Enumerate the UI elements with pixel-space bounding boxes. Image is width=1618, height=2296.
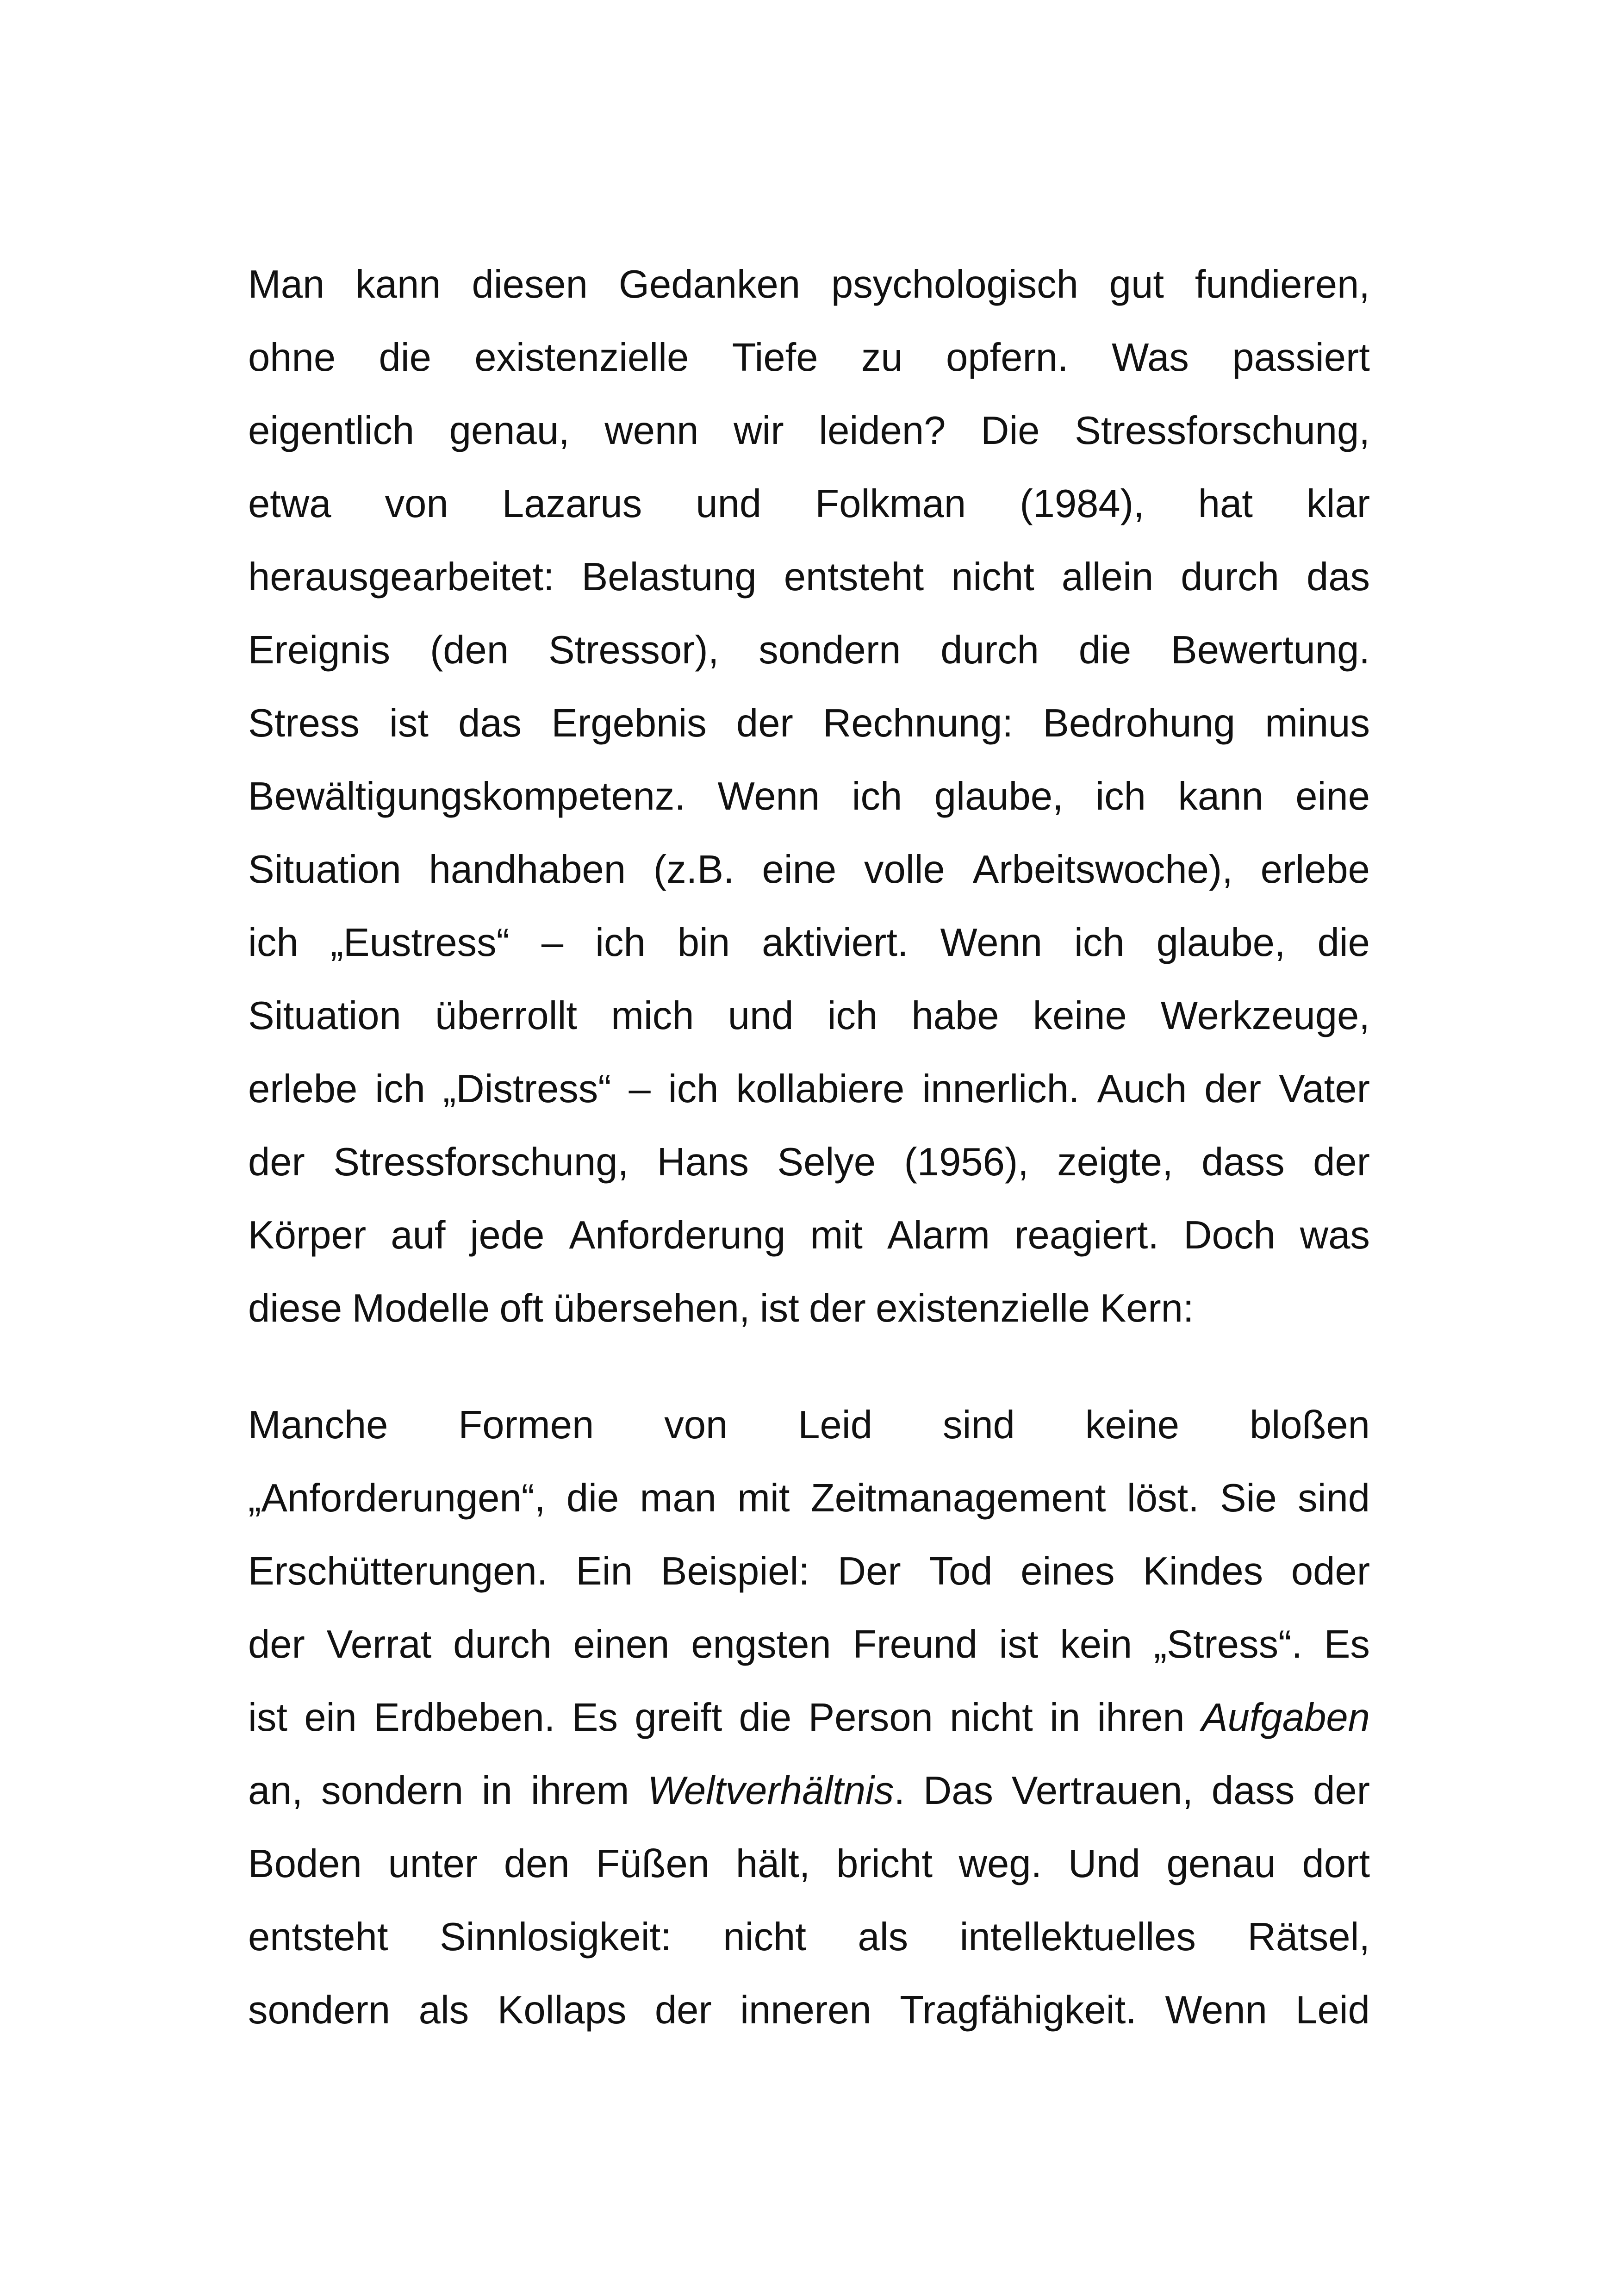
word: man (640, 1476, 716, 1520)
word: handhaben (429, 848, 626, 892)
text-line (248, 1462, 1370, 1535)
word: ist (389, 701, 429, 745)
word: die (739, 1696, 792, 1740)
word: keine (1033, 994, 1127, 1038)
word: Kern: (1100, 1286, 1194, 1330)
word: Ereignis (248, 628, 391, 672)
word: Weltverhältnis. (647, 1769, 905, 1813)
paragraph-2 (248, 1389, 1370, 2047)
word: leiden? (819, 409, 946, 453)
word: Die (981, 409, 1040, 453)
word: Stressforschung, (333, 1140, 629, 1184)
word: ein (304, 1696, 357, 1740)
text-line (248, 833, 1370, 906)
word: eigentlich (248, 409, 415, 453)
word: (den (429, 628, 509, 672)
word: weg. (958, 1842, 1042, 1886)
word: glaube, (1156, 921, 1286, 965)
word: (1956), (904, 1140, 1029, 1184)
word: oft (499, 1286, 543, 1330)
word: und (728, 994, 794, 1038)
word: Formen (458, 1403, 594, 1447)
text-line (248, 1974, 1370, 2047)
word: nicht (950, 1696, 1033, 1740)
word: sind (1298, 1476, 1370, 1520)
word: eines (1021, 1549, 1115, 1593)
word: ihrem (530, 1769, 629, 1813)
word: Ergebnis (551, 701, 707, 745)
word: passiert (1232, 336, 1370, 380)
text-line (248, 760, 1370, 833)
word: Ein (576, 1549, 633, 1593)
word: nicht (951, 555, 1034, 599)
word: aktiviert. (762, 921, 909, 965)
word: Lazarus (502, 482, 642, 526)
word: ich (595, 921, 646, 965)
word: dass (1201, 1140, 1285, 1184)
word: der (654, 1988, 712, 2032)
word: erlebe (248, 1067, 358, 1111)
word: Stressforschung, (1075, 409, 1370, 453)
word: Tod (929, 1549, 993, 1593)
word: sondern (759, 628, 901, 672)
word: ich (375, 1067, 425, 1111)
word: „Eustress“ (330, 921, 510, 965)
word: oder (1291, 1549, 1370, 1593)
word: Doch (1183, 1213, 1276, 1257)
word: Zeitmanagement (810, 1476, 1106, 1520)
word: zu (861, 336, 903, 380)
word: Folkman (815, 482, 966, 526)
word: gut (1109, 262, 1164, 306)
word: herausgearbeitet: (248, 555, 554, 599)
text-line (248, 1053, 1370, 1126)
word: ich (668, 1067, 719, 1111)
text-line (248, 1681, 1370, 1754)
word: das (1306, 555, 1370, 599)
word: psychologisch (831, 262, 1078, 306)
word: klar (1307, 482, 1370, 526)
text-line (248, 468, 1370, 541)
word: Freund (853, 1622, 977, 1666)
word: hat (1198, 482, 1253, 526)
word: Rätsel, (1247, 1915, 1370, 1959)
word: die (566, 1476, 619, 1520)
word: Bewältigungskompetenz. (248, 774, 686, 818)
text-line (248, 614, 1370, 687)
word: ich (852, 774, 902, 818)
text-line (248, 687, 1370, 760)
word: sondern (248, 1988, 391, 2032)
text-line (248, 248, 1370, 321)
word: als (858, 1915, 909, 1959)
text-line (248, 1754, 1370, 1828)
text-line (248, 1608, 1370, 1681)
word: einen (573, 1622, 670, 1666)
word: kann (1178, 774, 1263, 818)
word: Werkzeuge, (1160, 994, 1370, 1038)
word: Erdbeben. (373, 1696, 555, 1740)
word: bin (677, 921, 730, 965)
word: und (696, 482, 762, 526)
word: habe (911, 994, 999, 1038)
word: bricht (836, 1842, 933, 1886)
word: Belastung (581, 555, 757, 599)
word: Boden (248, 1842, 362, 1886)
word: ich (1074, 921, 1125, 965)
word: Situation (248, 848, 401, 892)
word: Wenn (717, 774, 820, 818)
word: opfern. (946, 336, 1069, 380)
word: der (1313, 1769, 1370, 1813)
word: ich (1095, 774, 1146, 818)
word: die (1078, 628, 1132, 672)
word: Das (923, 1769, 994, 1813)
word: Arbeitswoche), (972, 848, 1233, 892)
word: Aufgaben (1201, 1696, 1370, 1740)
word: Wenn (1165, 1988, 1267, 2032)
word: das (458, 701, 522, 745)
word: der (1204, 1067, 1262, 1111)
word: genau, (449, 409, 570, 453)
word: jede (470, 1213, 545, 1257)
word: reagiert. (1014, 1213, 1159, 1257)
text-line (248, 541, 1370, 614)
word: Kollaps (497, 1988, 627, 2032)
word: Sinnlosigkeit: (439, 1915, 672, 1959)
word: minus (1265, 701, 1370, 745)
word: nicht (723, 1915, 806, 1959)
word: unter (388, 1842, 478, 1886)
word: entsteht (784, 555, 924, 599)
word: ist (248, 1696, 287, 1740)
word: zeigte, (1057, 1140, 1173, 1184)
word: „Distress“ (442, 1067, 611, 1111)
word: Der (837, 1549, 901, 1593)
word: entsteht (248, 1915, 388, 1959)
word: engsten (691, 1622, 831, 1666)
word: wenn (604, 409, 699, 453)
word: (z.B. (653, 848, 734, 892)
word: bloßen (1250, 1403, 1370, 1447)
word: inneren (740, 1988, 871, 2032)
word: an, (248, 1769, 303, 1813)
text-line (248, 1272, 1370, 1345)
word: Was (1112, 336, 1189, 380)
word: genau (1166, 1842, 1276, 1886)
word: existenzielle (474, 336, 689, 380)
word: Vater (1279, 1067, 1370, 1111)
text-line (248, 1126, 1370, 1199)
word: löst. (1126, 1476, 1199, 1520)
word: – (541, 921, 564, 965)
text-line (248, 1389, 1370, 1462)
word: der (248, 1140, 305, 1184)
word: volle (864, 848, 945, 892)
word: Rechnung: (822, 701, 1014, 745)
text-line (248, 1828, 1370, 1901)
word: Vertrauen, (1011, 1769, 1194, 1813)
word: die (1317, 921, 1370, 965)
word: Leid (798, 1403, 872, 1447)
word: intellektuelles (959, 1915, 1196, 1959)
word: Sie (1220, 1476, 1277, 1520)
word: von (385, 482, 448, 526)
word: der (809, 1286, 866, 1330)
word: eine (1295, 774, 1370, 818)
word: als (418, 1988, 469, 2032)
word: etwa (248, 482, 331, 526)
word: diese (248, 1286, 342, 1330)
word: sondern (321, 1769, 464, 1813)
word: existenzielle (876, 1286, 1090, 1330)
word: Leid (1295, 1988, 1370, 2032)
word: ist (759, 1286, 799, 1330)
word: der (1313, 1140, 1370, 1184)
word: diesen (472, 262, 588, 306)
word: greift (635, 1696, 722, 1740)
word: innerlich. (922, 1067, 1080, 1111)
word: Selye (777, 1140, 876, 1184)
word: Modelle (352, 1286, 490, 1330)
word: Tiefe (732, 336, 818, 380)
word: erlebe (1260, 848, 1370, 892)
word: Bedrohung (1043, 701, 1236, 745)
word: Beispiel: (660, 1549, 809, 1593)
text-line (248, 1535, 1370, 1608)
word: Kindes (1143, 1549, 1263, 1593)
word: ohne (248, 336, 336, 380)
word: eine (762, 848, 837, 892)
word: ich (248, 921, 299, 965)
word: dort (1302, 1842, 1370, 1886)
word: ihren (1097, 1696, 1185, 1740)
word: Stressor), (548, 628, 719, 672)
text-line (248, 906, 1370, 980)
word: was (1300, 1213, 1370, 1257)
word: der (736, 701, 793, 745)
word: der (248, 1622, 305, 1666)
word: glaube, (934, 774, 1064, 818)
word: Auch (1097, 1067, 1187, 1111)
word: Anforderung (569, 1213, 786, 1257)
word: Hans (657, 1140, 749, 1184)
word: Wenn (940, 921, 1043, 965)
word: Situation (248, 994, 401, 1038)
word: ist (999, 1622, 1039, 1666)
text-line (248, 1199, 1370, 1272)
text-line (248, 394, 1370, 468)
word: hält, (735, 1842, 810, 1886)
word: Manche (248, 1403, 388, 1447)
word: Person (808, 1696, 933, 1740)
word: durch (1181, 555, 1279, 599)
word: „Anforderungen“, (248, 1476, 546, 1520)
word: Es (1324, 1622, 1370, 1666)
word: in (481, 1769, 513, 1813)
word: überrollt (435, 994, 577, 1038)
word: von (664, 1403, 728, 1447)
word: allein (1061, 555, 1154, 599)
word: durch (940, 628, 1039, 672)
word: (1984), (1020, 482, 1145, 526)
word: dass (1211, 1769, 1295, 1813)
word: die (379, 336, 431, 380)
word: Und (1068, 1842, 1140, 1886)
word: Füßen (596, 1842, 710, 1886)
text-line (248, 980, 1370, 1053)
word: Verrat (326, 1622, 432, 1666)
word: Erschütterungen. (248, 1549, 548, 1593)
word: mich (611, 994, 694, 1038)
text-line (248, 1901, 1370, 1974)
word: – (629, 1067, 651, 1111)
word: Gedanken (618, 262, 801, 306)
word: Körper (248, 1213, 367, 1257)
word: ich (827, 994, 878, 1038)
word: durch (453, 1622, 552, 1666)
word: in (1050, 1696, 1081, 1740)
word: übersehen, (553, 1286, 750, 1330)
paragraph-1 (248, 248, 1370, 1345)
word: Stress (248, 701, 360, 745)
word: Bewertung. (1171, 628, 1370, 672)
word: keine (1085, 1403, 1180, 1447)
word: fundieren, (1195, 262, 1370, 306)
word: wir (734, 409, 784, 453)
word: sind (942, 1403, 1015, 1447)
word: mit (737, 1476, 790, 1520)
word: auf (391, 1213, 446, 1257)
word: Man (248, 262, 325, 306)
text-line (248, 321, 1370, 394)
word: Es (572, 1696, 618, 1740)
word: Tragfähigkeit. (900, 1988, 1137, 2032)
word: Alarm (887, 1213, 990, 1257)
word: kollabiere (736, 1067, 905, 1111)
word: kann (355, 262, 441, 306)
word: „Stress“. (1153, 1622, 1302, 1666)
word: kein (1060, 1622, 1133, 1666)
word: den (504, 1842, 570, 1886)
word: mit (810, 1213, 863, 1257)
